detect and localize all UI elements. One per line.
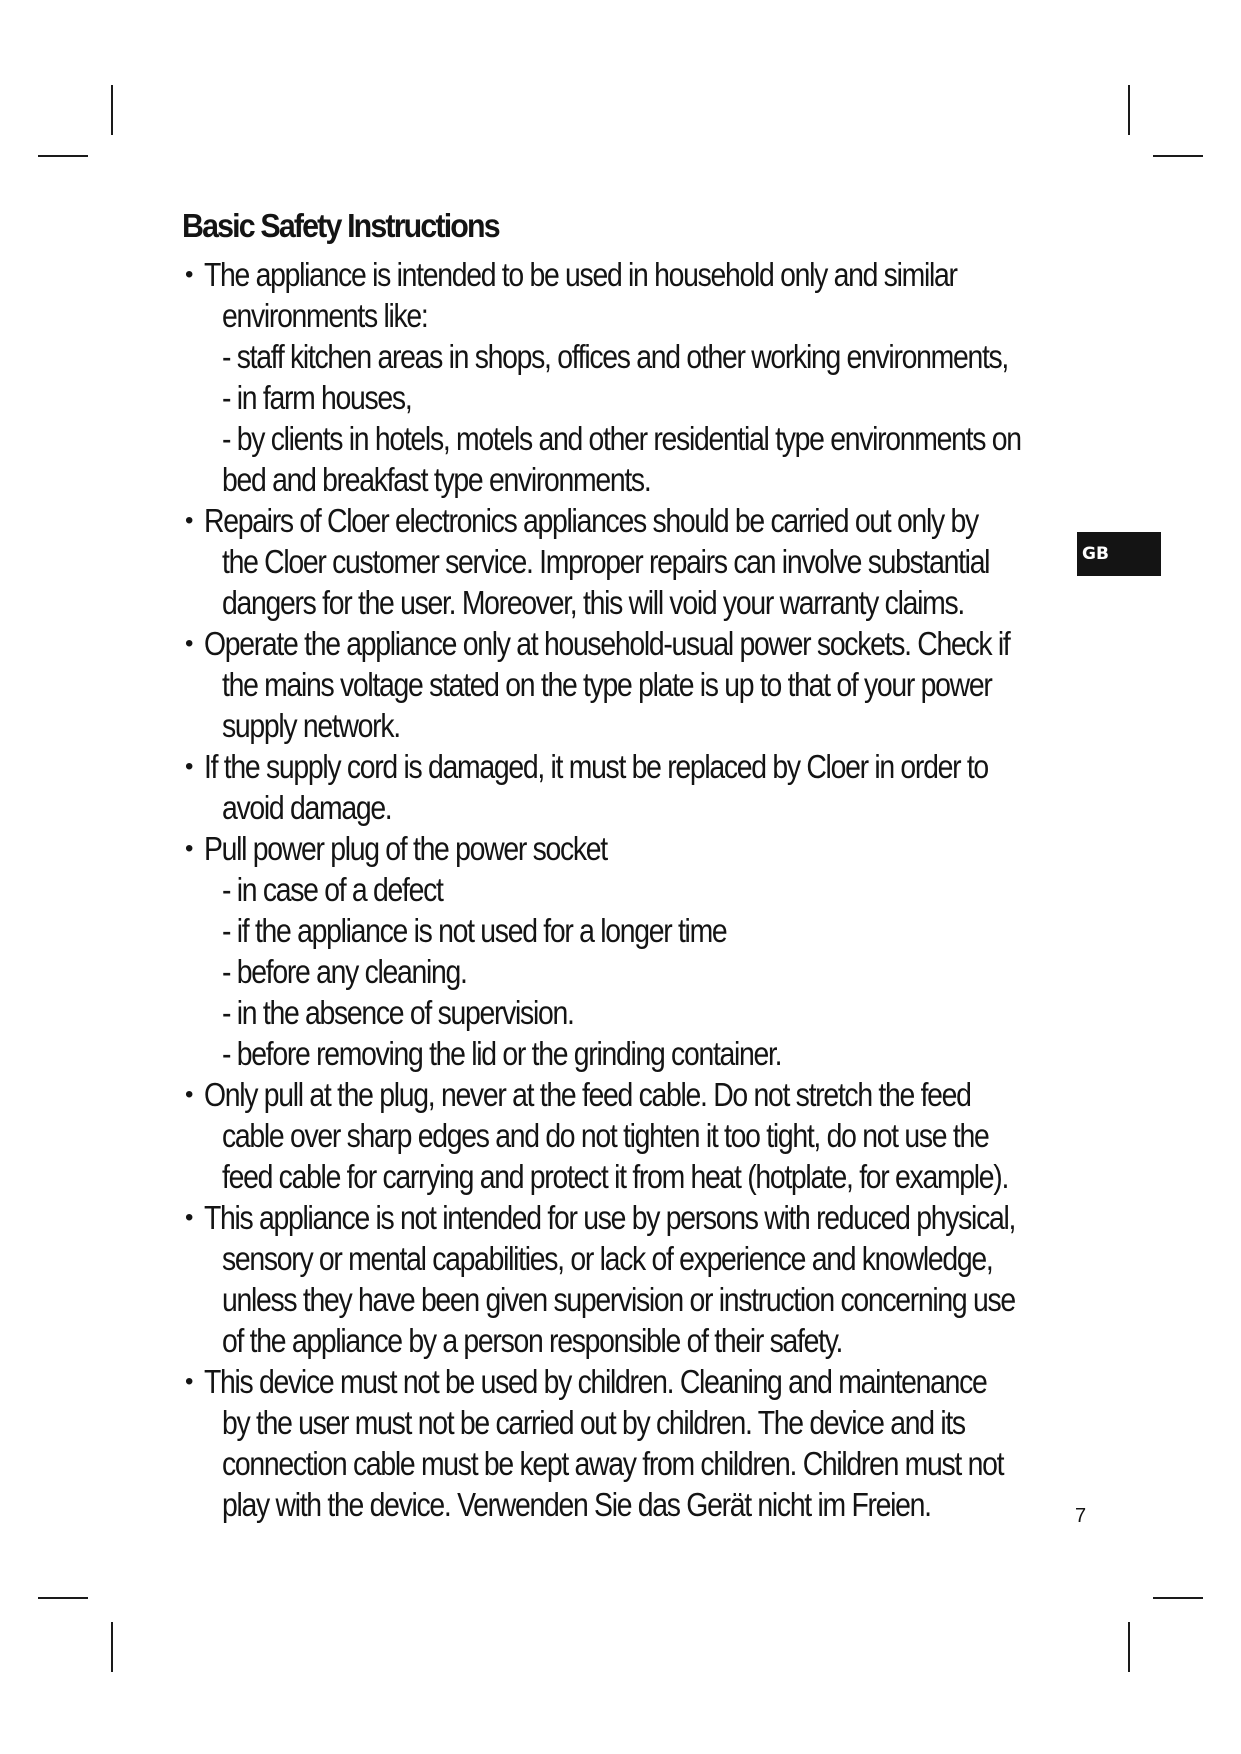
bullet-icon: • <box>185 630 194 657</box>
line-text: This appliance is not intended for use by persons with reduced physical, <box>204 1199 1016 1236</box>
line-text: unless they have been given supervision or instruction concerning use <box>222 1281 1015 1318</box>
continuation-line <box>182 1156 1062 1197</box>
bullet-icon: • <box>185 1368 194 1395</box>
line-text: - by clients in hotels, motels and other residential type environments on <box>222 420 1021 457</box>
page-number: 7 <box>1075 1505 1087 1527</box>
line-text: - in the absence of supervision. <box>222 994 574 1031</box>
continuation-line <box>182 459 1062 500</box>
bullet-item-line <box>182 254 1062 295</box>
line-text: of the appliance by a person responsible of their safety. <box>222 1322 843 1359</box>
line-text: bed and breakfast type environments. <box>222 461 651 498</box>
bullet-item-line <box>182 500 1062 541</box>
continuation-line <box>182 582 1062 623</box>
continuation-line <box>182 541 1062 582</box>
bullet-item-line <box>182 623 1062 664</box>
continuation-line <box>182 418 1062 459</box>
line-text: This device must not be used by children. Cleaning and maintenance <box>204 1363 987 1400</box>
continuation-line <box>182 336 1062 377</box>
bullet-icon: • <box>185 835 194 862</box>
line-text: Only pull at the plug, never at the feed cable. Do not stretch the feed <box>204 1076 971 1113</box>
continuation-line <box>182 1033 1062 1074</box>
crop-mark-top-left-vertical <box>111 85 113 135</box>
bullet-icon: • <box>185 1204 194 1231</box>
bullet-item-line <box>182 1197 1062 1238</box>
continuation-line <box>182 1402 1062 1443</box>
crop-mark-bottom-right-vertical <box>1128 1622 1130 1672</box>
bullet-item-line <box>182 828 1062 869</box>
crop-mark-bottom-left-horizontal <box>38 1597 88 1599</box>
continuation-line <box>182 1238 1062 1279</box>
page-title: Basic Safety Instructions <box>182 207 499 244</box>
continuation-line <box>182 992 1062 1033</box>
line-text: - staff kitchen areas in shops, offices and other working environments, <box>222 338 1009 375</box>
continuation-line <box>182 1320 1062 1361</box>
crop-mark-bottom-left-vertical <box>111 1622 113 1672</box>
bullet-item-line <box>182 1074 1062 1115</box>
bullet-icon: • <box>185 753 194 780</box>
crop-mark-top-right-horizontal <box>1153 155 1203 157</box>
line-text: avoid damage. <box>222 789 392 826</box>
continuation-line <box>182 664 1062 705</box>
language-tab: GB <box>1077 532 1161 576</box>
crop-mark-top-left-horizontal <box>38 155 88 157</box>
continuation-line <box>182 1115 1062 1156</box>
line-text: environments like: <box>222 297 428 334</box>
continuation-line <box>182 295 1062 336</box>
crop-mark-top-right-vertical <box>1128 85 1130 135</box>
continuation-line <box>182 951 1062 992</box>
continuation-line <box>182 1484 1062 1525</box>
continuation-line <box>182 910 1062 951</box>
line-text: - in case of a defect <box>222 871 443 908</box>
line-text: - before any cleaning. <box>222 953 467 990</box>
line-text: cable over sharp edges and do not tighten it too tight, do not use the <box>222 1117 989 1154</box>
line-text: - before removing the lid or the grinding container. <box>222 1035 782 1072</box>
line-text: Operate the appliance only at household-usual power sockets. Check if <box>204 625 1010 662</box>
line-text: dangers for the user. Moreover, this will void your warranty claims. <box>222 584 964 621</box>
continuation-line <box>182 1443 1062 1484</box>
bullet-icon: • <box>185 1081 194 1108</box>
line-text: sensory or mental capabilities, or lack of experience and knowledge, <box>222 1240 993 1277</box>
line-text: - in farm houses, <box>222 379 412 416</box>
line-text: the mains voltage stated on the type plate is up to that of your power <box>222 666 992 703</box>
line-text: If the supply cord is damaged, it must be replaced by Cloer in order to <box>204 748 988 785</box>
line-text: The appliance is intended to be used in household only and similar <box>204 256 957 293</box>
line-text: play with the device. Verwenden Sie das Gerät nicht im Freien. <box>222 1486 931 1523</box>
crop-mark-bottom-right-horizontal <box>1153 1597 1203 1599</box>
continuation-line <box>182 705 1062 746</box>
continuation-line <box>182 787 1062 828</box>
safety-instructions-list <box>182 254 1062 1525</box>
line-text: supply network. <box>222 707 400 744</box>
line-text: Pull power plug of the power socket <box>204 830 607 867</box>
continuation-line <box>182 1279 1062 1320</box>
line-text: - if the appliance is not used for a longer time <box>222 912 727 949</box>
bullet-icon: • <box>185 507 194 534</box>
continuation-line <box>182 869 1062 910</box>
bullet-item-line <box>182 1361 1062 1402</box>
line-text: connection cable must be kept away from children. Children must not <box>222 1445 1004 1482</box>
line-text: the Cloer customer service. Improper repairs can involve substantial <box>222 543 990 580</box>
continuation-line <box>182 377 1062 418</box>
line-text: by the user must not be carried out by children. The device and its <box>222 1404 965 1441</box>
bullet-item-line <box>182 746 1062 787</box>
bullet-icon: • <box>185 261 194 288</box>
line-text: feed cable for carrying and protect it from heat (hotplate, for example). <box>222 1158 1009 1195</box>
line-text: Repairs of Cloer electronics appliances should be carried out only by <box>204 502 978 539</box>
